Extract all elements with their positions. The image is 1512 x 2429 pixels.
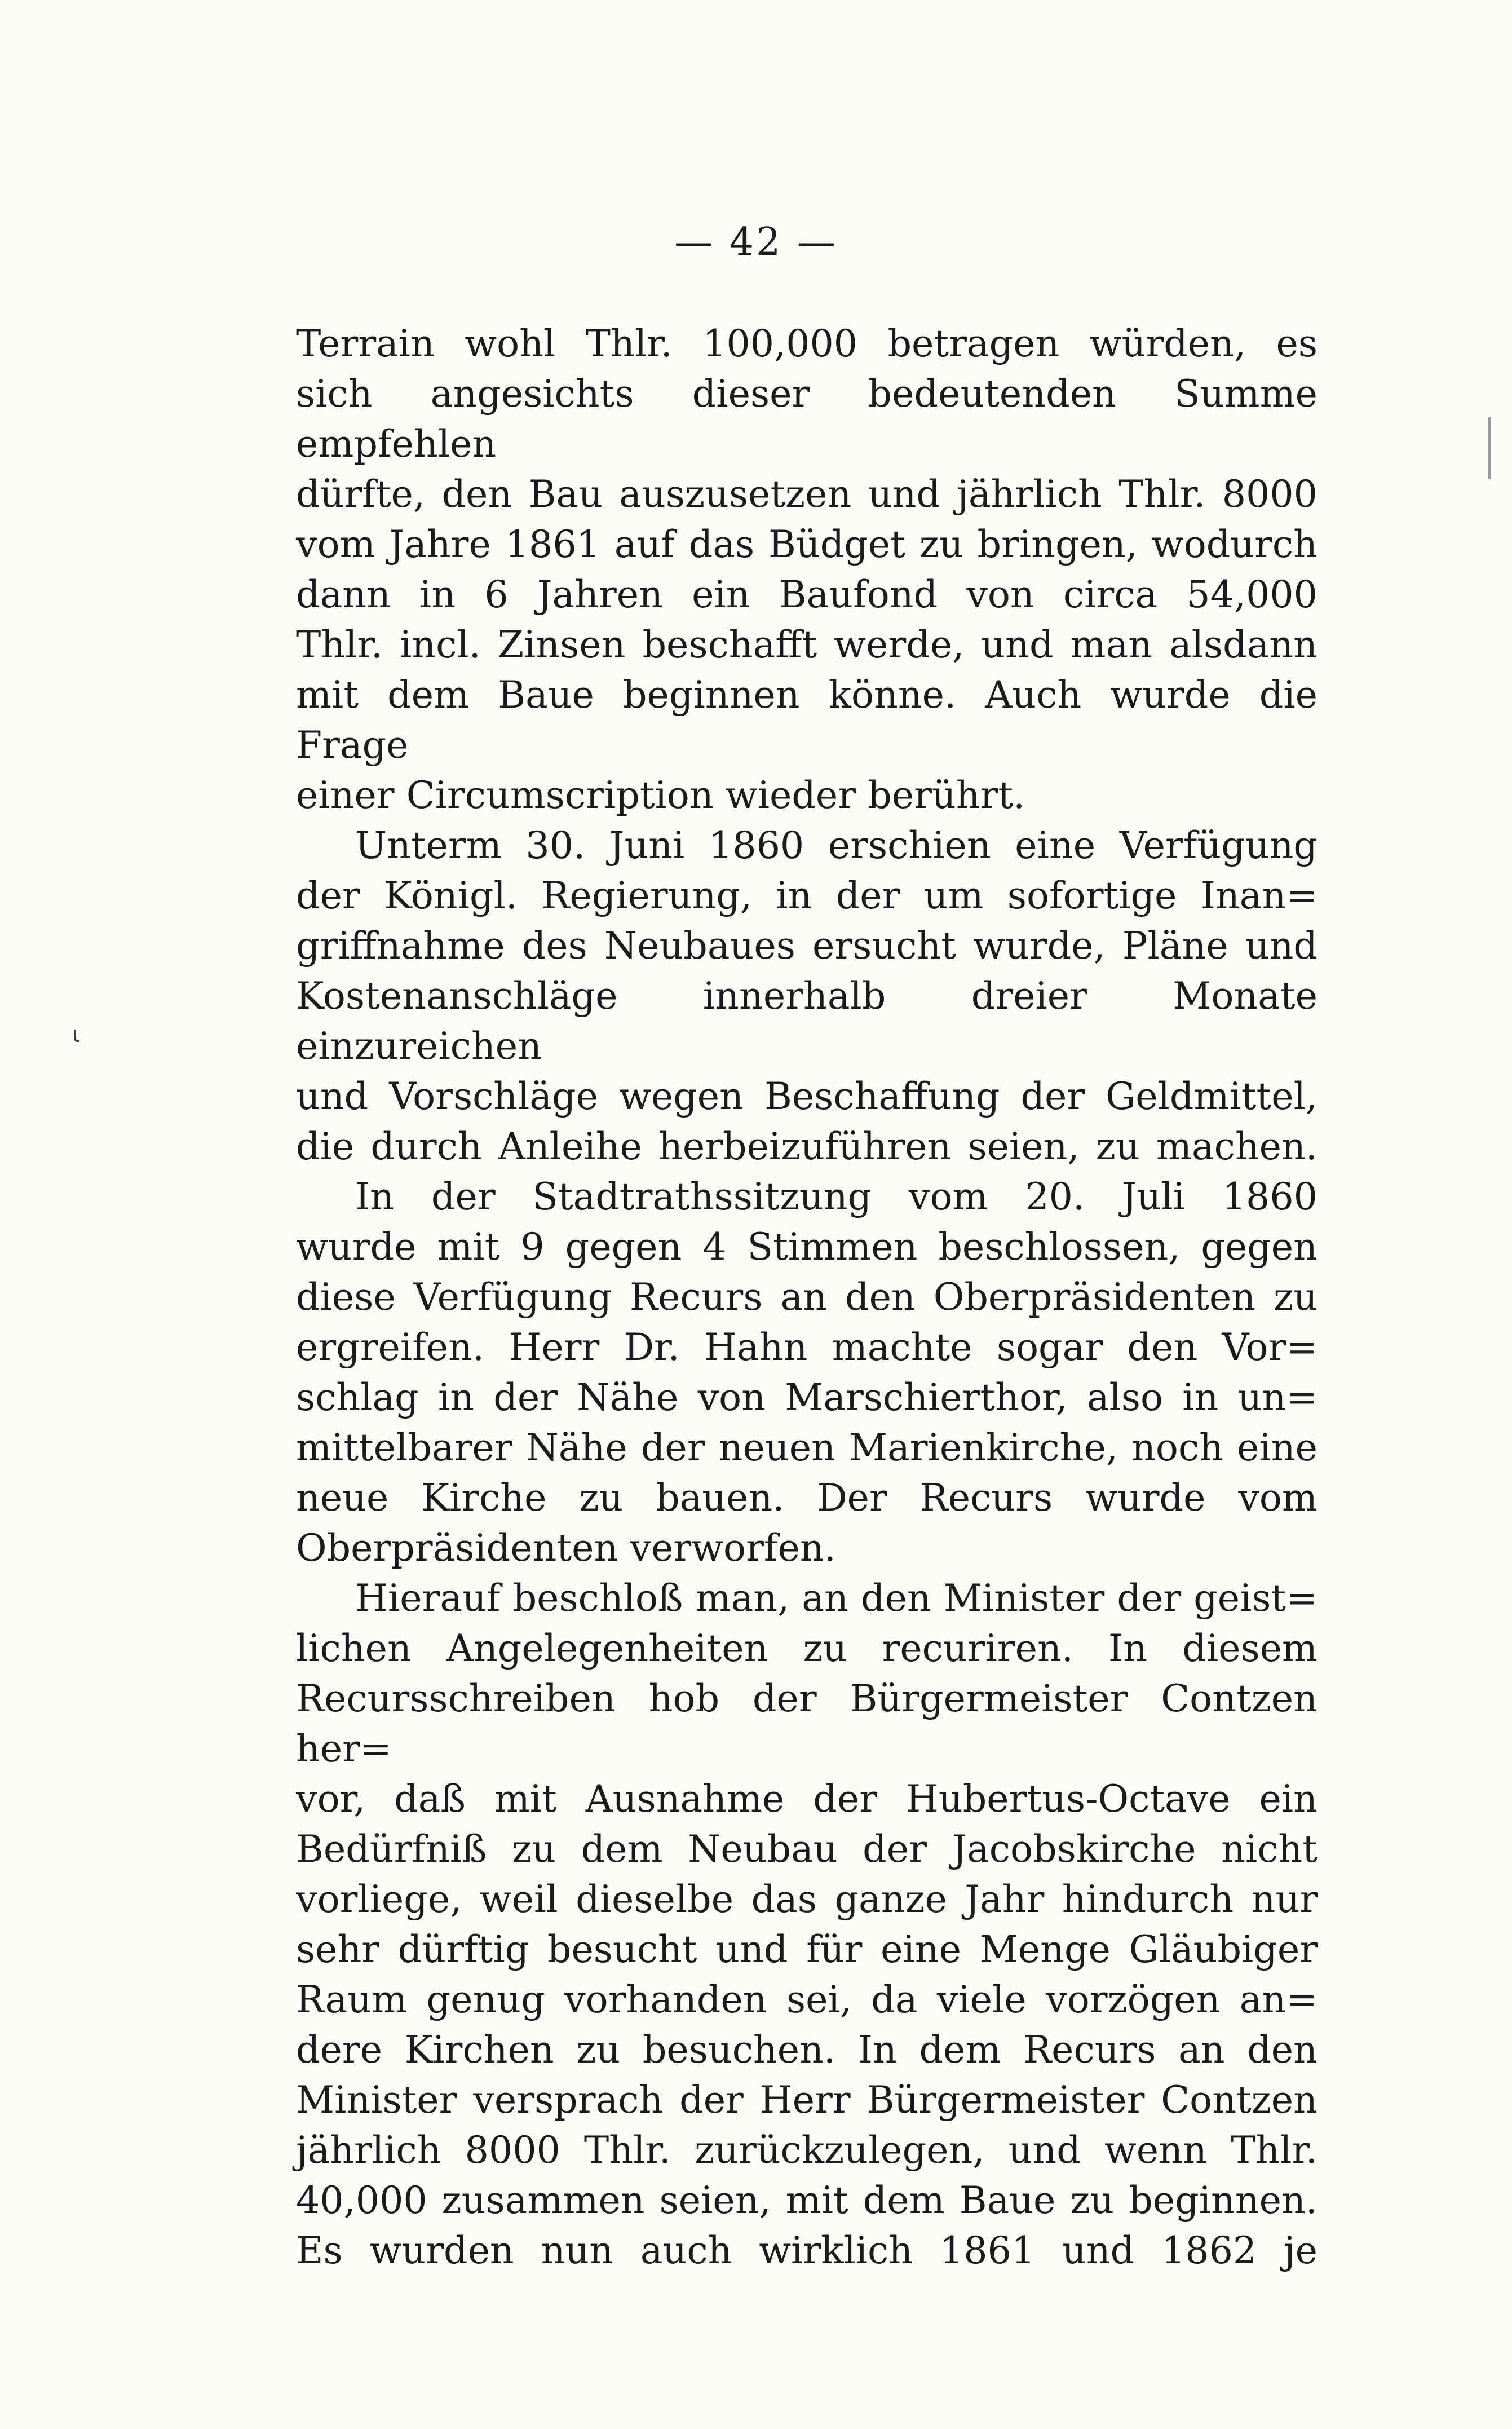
paragraph-3-line-5: schlag in der Nähe von Marschierthor, also in un=	[296, 1375, 1318, 1419]
paragraph-4-line-6: vorliege, weil dieselbe das ganze Jahr hindurch nur	[296, 1877, 1318, 1921]
paragraph-3-line-2: wurde mit 9 gegen 4 Stimmen beschlossen, gegen	[296, 1225, 1318, 1269]
paragraph-4-line-7: sehr dürftig besucht und für eine Menge Gläubiger	[296, 1927, 1318, 1971]
paragraph-1-line-7: mit dem Baue beginnen könne. Auch wurde die Frage	[296, 673, 1318, 767]
paragraph-4-line-8: Raum genug vorhanden sei, da viele vorzögen an=	[296, 1977, 1318, 2021]
paragraph-2-line-5: und Vorschläge wegen Beschaffung der Geldmittel,	[296, 1074, 1318, 1118]
body-text	[296, 319, 1318, 2276]
paragraph-1-line-4: vom Jahre 1861 auf das Büdget zu bringen, wodurch	[296, 522, 1318, 566]
paragraph-3-line-7: neue Kirche zu bauen. Der Recurs wurde vom	[296, 1476, 1318, 1520]
paragraph-1-line-2: sich angesichts dieser bedeutenden Summe empfehlen	[296, 372, 1318, 466]
paragraph-4-line-10: Minister versprach der Herr Bürgermeister Contzen	[296, 2078, 1318, 2122]
paragraph-4-line-9: dere Kirchen zu besuchen. In dem Recurs an den	[296, 2028, 1318, 2072]
paragraph-1-line-1: Terrain wohl Thlr. 100,000 betragen würden, es	[296, 321, 1318, 365]
margin-mark: ɩ	[72, 1022, 80, 1048]
paragraph-4-line-2: lichen Angelegenheiten zu recuriren. In diesem	[296, 1626, 1318, 1670]
paragraph-4-line-12: 40,000 zusammen seien, mit dem Baue zu beginnen.	[296, 2178, 1318, 2222]
paragraph-3-line-1: In der Stadtrathssitzung vom 20. Juli 1860	[355, 1174, 1318, 1218]
paragraph-4-line-3: Recursschreiben hob der Bürgermeister Contzen her=	[296, 1676, 1318, 1770]
paragraph-1-line-6: Thlr. incl. Zinsen beschafft werde, und man alsdann	[296, 622, 1318, 666]
paragraph-2-line-2: der Königl. Regierung, in der um sofortige Inan=	[296, 873, 1318, 917]
paragraph-4-line-1: Hierauf beschloß man, an den Minister der geist=	[355, 1576, 1318, 1620]
paragraph-3-line-4: ergreifen. Herr Dr. Hahn machte sogar den Vor=	[296, 1325, 1318, 1369]
paragraph-4-line-13: Es wurden nun auch wirklich 1861 und 1862 je	[296, 2228, 1318, 2272]
paragraph-3-line-3: diese Verfügung Recurs an den Oberpräsidenten zu	[296, 1275, 1318, 1319]
paragraph-2-line-6: die durch Anleihe herbeizuführen seien, zu machen.	[296, 1124, 1318, 1168]
edge-mark	[1488, 417, 1491, 479]
paragraph-1-line-8: einer Circumscription wieder berührt.	[296, 773, 1025, 817]
paragraph-3-line-8: Oberpräsidenten verworfen.	[296, 1526, 836, 1570]
paragraph-4-line-5: Bedürfniß zu dem Neubau der Jacobskirche nicht	[296, 1827, 1318, 1871]
paragraph-4-line-11: jährlich 8000 Thlr. zurückzulegen, und wenn Thlr.	[296, 2128, 1318, 2172]
paragraph-4-line-4: vor, daß mit Ausnahme der Hubertus-Octave ein	[296, 1777, 1318, 1821]
paragraph-1-line-3: dürfte, den Bau auszusetzen und jährlich Thlr. 8000	[296, 472, 1318, 516]
paragraph-2-line-4: Kostenanschläge innerhalb dreier Monate einzureichen	[296, 974, 1318, 1068]
paragraph-2-line-1: Unterm 30. Juni 1860 erschien eine Verfügung	[355, 823, 1318, 867]
paragraph-3-line-6: mittelbarer Nähe der neuen Marienkirche, noch eine	[296, 1425, 1318, 1469]
page-number: — 42 —	[674, 220, 838, 264]
paragraph-1-line-5: dann in 6 Jahren ein Baufond von circa 54,000	[296, 572, 1318, 616]
paragraph-2-line-3: griffnahme des Neubaues ersucht wurde, Pläne und	[296, 924, 1318, 968]
